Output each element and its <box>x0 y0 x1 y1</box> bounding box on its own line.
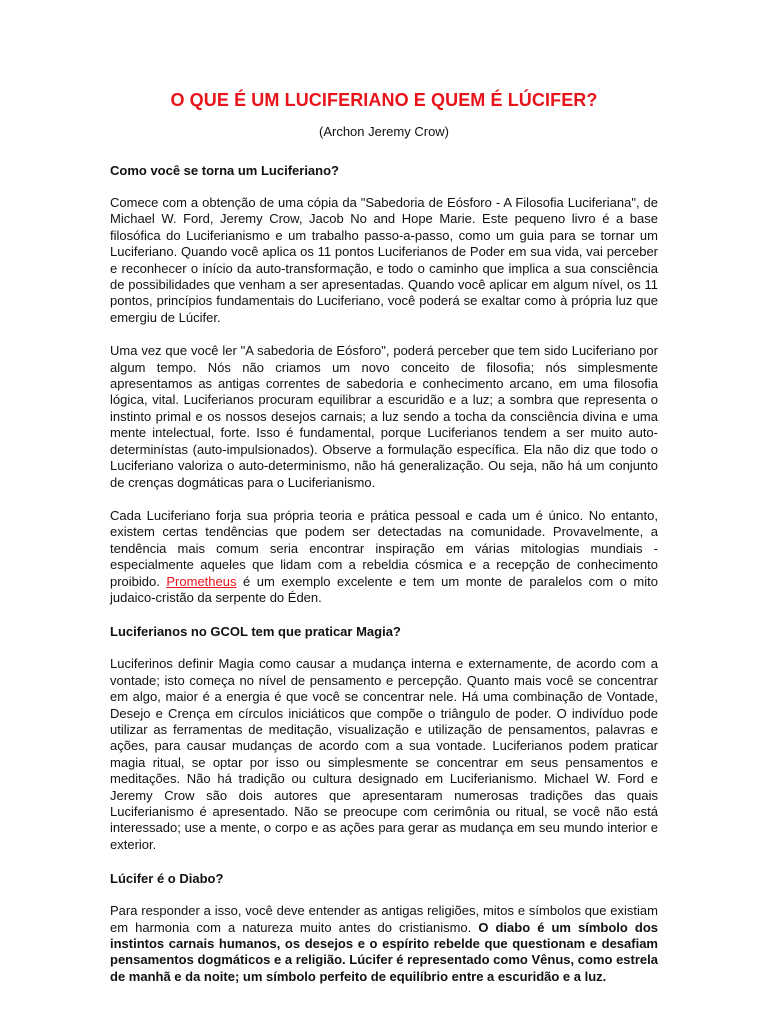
paragraph: Comece com a obtenção de uma cópia da "Sabedoria de Eósforo - A Filosofia Luciferiana", de Michael W. Ford, Jeremy Crow, Jacob No and Hope Marie. Este pequeno livro é a base filosófica do Luciferianismo e um trabalho passo-a-passo, como um guia para se tornar um Luciferiano. Quando você aplica os 11 pontos Luciferianos de Poder em sua vida, vai perceber e reconhecer o início da auto-transformação, e todo o caminho que implica a sua consciência de possibilidades que venham a ser apresentadas. Quando você aplicar em algum nível, os 11 pontos, princípios fundamentais do Luciferiano, você poderá se exaltar como à própria luz que emergiu de Lúcifer. <box>110 195 658 325</box>
paragraph <box>110 903 658 985</box>
paragraph-bold-text: O diabo é um símbolo dos instintos carnais humanos, os desejos e o espírito rebelde que questionam e desafiam pensamentos dogmáticos e a religião. Lúcifer é representado como Vênus, como estrela de manhã e da noite; um símbolo perfeito de equilíbrio entre a escuridão e a luz. <box>110 919 659 984</box>
paragraph-text: é um exemplo excelente e tem um monte de paralelos com o mito judaico-cristão da serpente do Éden. <box>110 573 658 605</box>
document-title: O QUE É UM LUCIFERIANO E QUEM É LÚCIFER? <box>170 90 598 110</box>
section-heading: Como você se torna um Luciferiano? <box>110 163 339 178</box>
paragraph-with-link <box>110 508 658 606</box>
section-heading: Lúcifer é o Diabo? <box>110 871 224 887</box>
document-author: (Archon Jeremy Crow) <box>318 124 450 139</box>
paragraph-text: Para responder a isso, você deve entender as antigas religiões, mitos e símbolos que existiam em harmonia com a natureza muito antes do cristianismo. <box>110 903 658 935</box>
prometheus-link[interactable]: Prometheus <box>166 573 237 589</box>
paragraph-text: Cada Luciferiano forja sua própria teoria e prática pessoal e cada um é único. No entanto, existem certas tendências que podem ser detectadas na comunidade. Provavelmente, a tendência mais comum seria encontrar inspiração em várias mitologias mundiais - especialmente aqueles que lidam com a rebeldia cósmica e a recepção de conhecimento proibido. <box>110 507 658 589</box>
section-heading: Luciferianos no GCOL tem que praticar Magia? <box>110 624 401 640</box>
paragraph: Uma vez que você ler "A sabedoria de Eósforo", poderá perceber que tem sido Luciferiano por algum tempo. Nós não criamos um novo conceito de filosofia; nós simplesmente apresentamos as antigas correntes de sabedoria e conhecimento arcano, em uma filosofia lógica, vital. Luciferianos procuram equilibrar a escuridão e a luz; a sombra que representa o instinto primal e os nossos desejos carnais; a luz sendo a tocha da consciência divina e uma mente intelectual, forte. Isso é fundamental, porque Luciferianos tendem a ser muito auto-determinístas (auto-impulsionados). Observe a formulação específica. Ela não diz que todo o Luciferiano valoriza o auto-determinismo, não há generalização. Ou seja, não há um conjunto de crenças dogmáticas para o Luciferianismo. <box>110 343 658 490</box>
paragraph: Luciferinos definir Magia como causar a mudança interna e externamente, de acordo com a vontade; isto começa no nível de pensamento e percepção. Quanto mais você se concentrar em algo, maior é a energia é que você se concentrar nele. Há uma combinação de Vontade, Desejo e Crença em círculos iniciáticos que compõe o triângulo de poder. O indivíduo pode utilizar as ferramentas de meditação, visualização e utilização de pensamentos, palavras e ações, para causar mudanças de acordo com a sua vontade. Luciferianos podem praticar magia ritual, se optar por isso ou simplesmente se concentrar em seus pensamentos e meditações. Não há tradição ou cultura designado em Luciferianismo. Michael W. Ford e Jeremy Crow são dois autores que apresentaram numerosas tradições das quais Luciferianismo é apresentado. Não se preocupe com cerimônia ou ritual, se você não está interessado; use a mente, o corpo e as ações para gerar as mudança em seu mundo interior e exterior. <box>110 656 658 852</box>
